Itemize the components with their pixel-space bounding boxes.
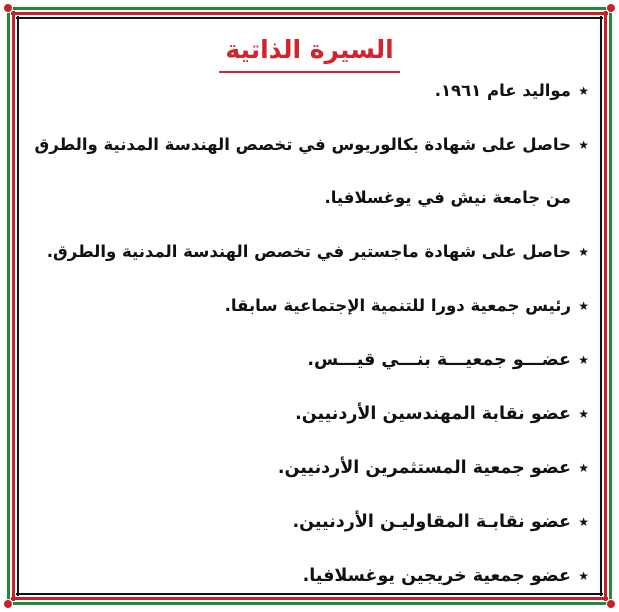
corner-dot-bottom-left (3, 599, 13, 609)
star-bullet-icon: ★ (578, 138, 589, 152)
star-bullet-icon: ★ (578, 461, 589, 475)
item-continuation: من جامعة نيش في يوغسلافيا. (324, 188, 571, 207)
corner-dot-bottom-right (606, 599, 616, 609)
corner-dot-top-left (3, 3, 13, 13)
list-item (30, 509, 589, 535)
frame-top-green (6, 7, 613, 10)
list-item (30, 347, 589, 373)
star-bullet-icon: ★ (578, 245, 589, 259)
star-bullet-icon: ★ (578, 84, 589, 98)
star-bullet-icon: ★ (578, 353, 589, 367)
cv-list (30, 78, 589, 589)
item-text: عضـــو جمعيـــة بنـــي قيـــس. (307, 350, 571, 370)
item-text: عضو نقابـة المقاوليـن الأردنيين. (292, 512, 571, 532)
frame-bottom-green (6, 602, 613, 605)
item-text: حاصل على شهادة ماجستير في تخصص الهندسة المدنية والطرق. (46, 242, 571, 261)
list-item (30, 293, 589, 319)
list-item (30, 78, 589, 104)
list-item (30, 401, 589, 427)
frame-right-green (609, 6, 612, 606)
item-text: عضو جمعية خريجين يوغسلافيا. (302, 566, 571, 586)
frame-left-red (12, 11, 15, 601)
list-item (30, 132, 589, 211)
item-text: عضو نقابة المهندسين الأردنيين. (295, 404, 571, 424)
list-item (30, 563, 589, 589)
star-bullet-icon: ★ (578, 569, 589, 583)
frame-right-red (604, 11, 607, 601)
star-bullet-icon: ★ (578, 299, 589, 313)
frame-bottom-red (11, 597, 608, 600)
star-bullet-icon: ★ (578, 515, 589, 529)
item-text: حاصل على شهادة بكالوريوس في تخصص الهندسة المدنية والطرق (34, 135, 571, 154)
item-text: رئيس جمعية دورا للتنمية الإجتماعية سابقا. (224, 296, 571, 315)
item-text: عضو جمعية المستثمرين الأردنيين. (277, 458, 571, 478)
star-bullet-icon: ★ (578, 407, 589, 421)
list-item (30, 239, 589, 265)
cv-content (30, 30, 589, 592)
page-title: السيرة الذاتية (219, 30, 399, 73)
frame-top-black (16, 17, 603, 19)
frame-left-black (17, 16, 19, 596)
title-wrap (30, 30, 589, 78)
item-text: مواليد عام ١٩٦١. (434, 81, 571, 100)
frame-bottom-black (16, 593, 603, 595)
list-item (30, 455, 589, 481)
corner-dot-top-right (606, 3, 616, 13)
frame-right-black (600, 16, 602, 596)
frame-left-green (7, 6, 10, 606)
frame-top-red (11, 12, 608, 15)
